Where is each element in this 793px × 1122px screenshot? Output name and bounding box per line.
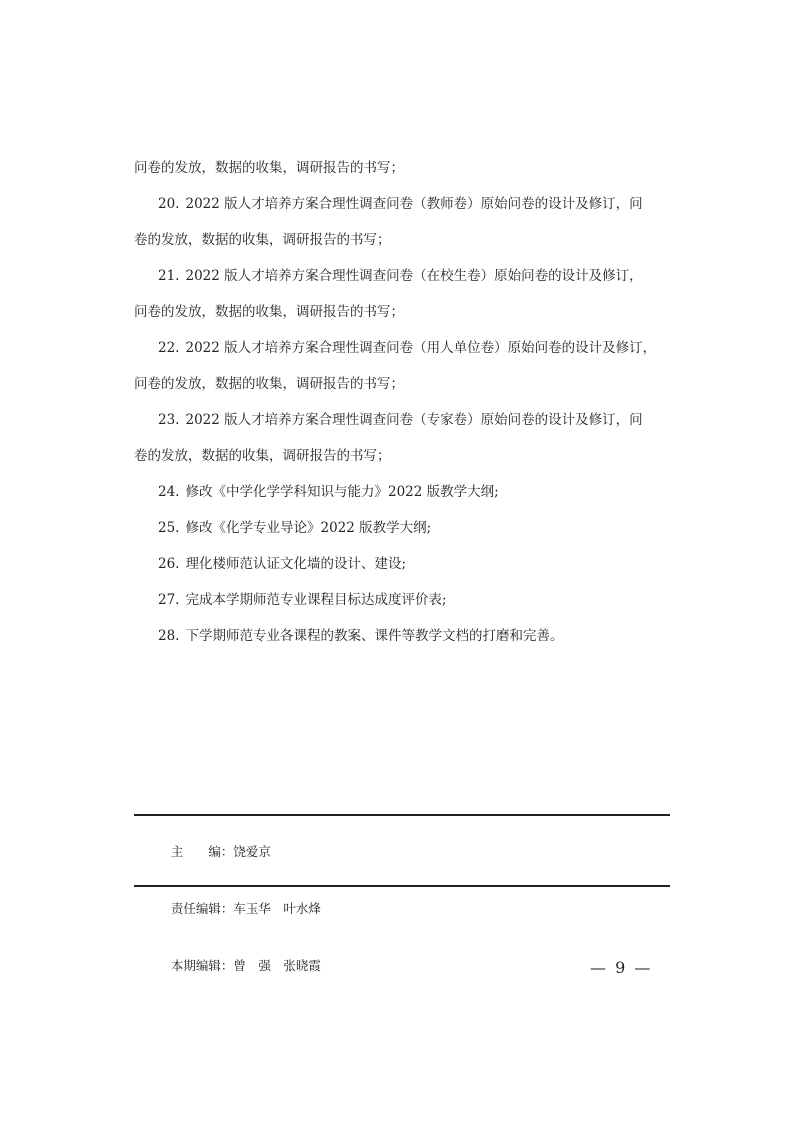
list-item (134, 626, 670, 662)
credits-top-rule (134, 814, 670, 816)
list-item (134, 482, 670, 518)
paragraph-line (134, 230, 670, 266)
item-text: 2022 版人才培养方案合理性调查问卷（在校生卷）原始问卷的设计及修订， (185, 268, 643, 284)
credit-value: 饶爱京 (233, 844, 271, 859)
list-item (134, 266, 670, 302)
credit-value: 曾 强 张晓霞 (233, 958, 321, 973)
credit-label: 主 编： (170, 844, 234, 859)
list-item (134, 590, 670, 626)
line-text: 问卷的发放，数据的收集，调研报告的书写； (134, 376, 404, 392)
paragraph-line (134, 302, 670, 338)
credit-label: 责任编辑： (170, 901, 234, 916)
list-item (134, 410, 670, 446)
item-text: 2022 版人才培养方案合理性调查问卷（教师卷）原始问卷的设计及修订，问 (185, 196, 643, 212)
item-number: 23. (158, 412, 180, 428)
item-text: 下学期师范专业各课程的教案、课件等教学文档的打磨和完善。 (185, 628, 564, 644)
body-text (134, 158, 670, 662)
credit-responsible-editors (147, 880, 321, 937)
item-number: 25. (158, 520, 180, 536)
credit-value: 车玉华 叶水烽 (233, 901, 321, 916)
item-number: 22. (158, 340, 180, 356)
line-text: 问卷的发放，数据的收集，调研报告的书写； (134, 304, 404, 320)
item-text: 完成本学期师范专业课程目标达成度评价表; (185, 592, 447, 608)
editorial-credits (147, 823, 321, 994)
item-text: 2022 版人才培养方案合理性调查问卷（用人单位卷）原始问卷的设计及修订， (185, 340, 657, 356)
page-number: — 9 — (590, 958, 653, 977)
item-text: 理化楼师范认证文化墙的设计、建设; (185, 556, 407, 572)
item-text: 修改《化学专业导论》2022 版教学大纲; (185, 520, 432, 536)
list-item (134, 554, 670, 590)
credit-issue-editors (147, 937, 321, 994)
list-item (134, 338, 670, 374)
item-number: 28. (158, 628, 180, 644)
item-number: 20. (158, 196, 180, 212)
item-text: 2022 版人才培养方案合理性调查问卷（专家卷）原始问卷的设计及修订，问 (185, 412, 643, 428)
paragraph-line (134, 446, 670, 482)
list-item (134, 194, 670, 230)
line-text: 卷的发放，数据的收集，调研报告的书写； (134, 232, 391, 248)
list-item (134, 518, 670, 554)
paragraph-line (134, 374, 670, 410)
line-text: 卷的发放，数据的收集，调研报告的书写； (134, 448, 391, 464)
item-number: 26. (158, 556, 180, 572)
credit-chief-editor (147, 823, 321, 880)
line-text: 问卷的发放，数据的收集，调研报告的书写； (134, 160, 404, 176)
credit-label: 本期编辑： (170, 958, 234, 973)
item-number: 24. (158, 484, 180, 500)
item-text: 修改《中学化学学科知识与能力》2022 版教学大纲; (185, 484, 499, 500)
item-number: 21. (158, 268, 180, 284)
credits-bottom-rule (134, 885, 670, 887)
paragraph-line (134, 158, 670, 194)
item-number: 27. (158, 592, 180, 608)
